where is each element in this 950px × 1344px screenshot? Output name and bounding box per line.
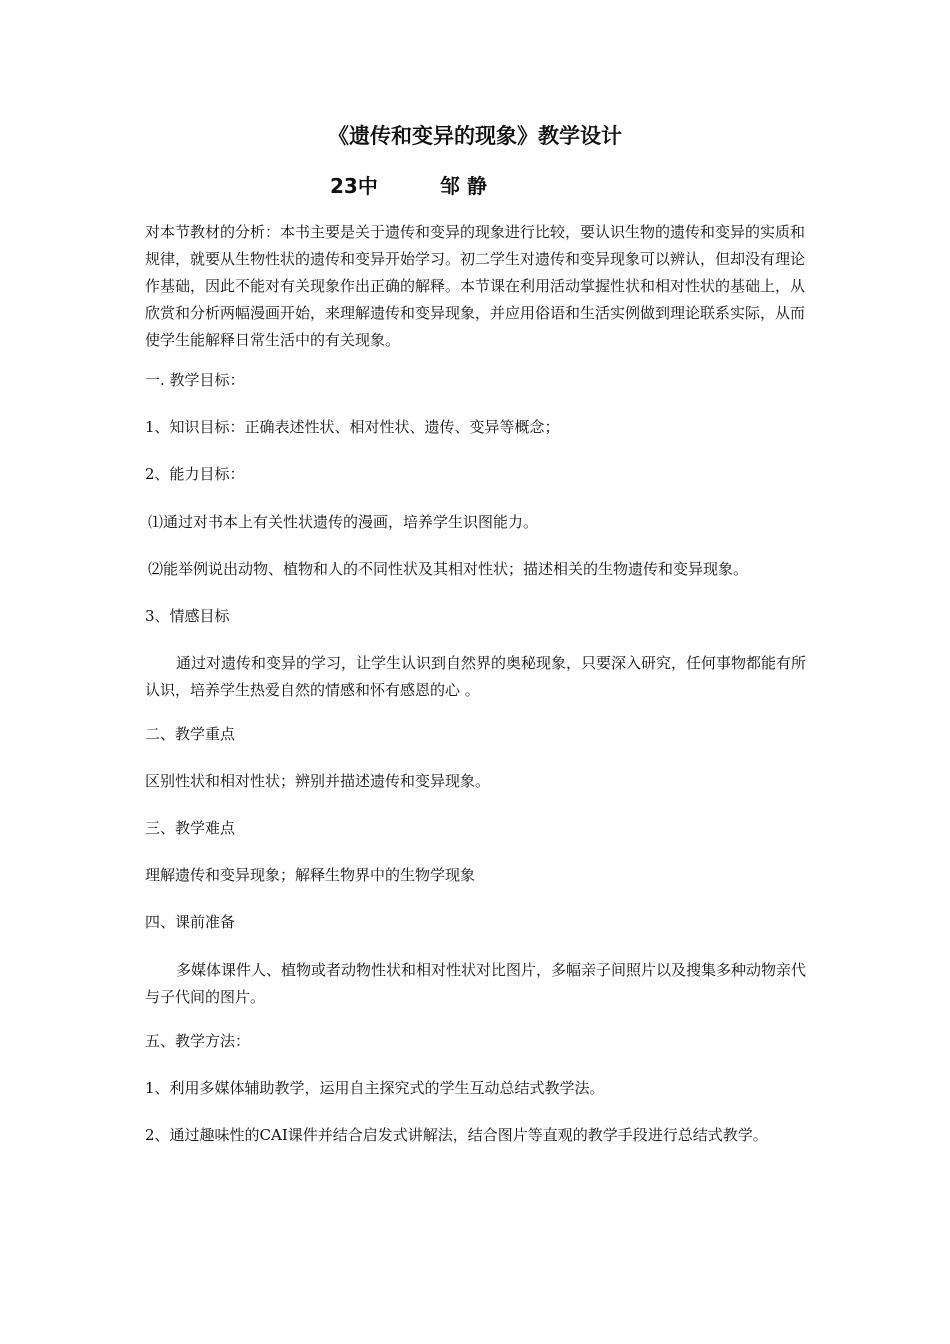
- analysis-paragraph: 对本节教材的分析：本书主要是关于遗传和变异的现象进行比较，要认识生物的遗传和变异的实质和规律，就要从生物性状的遗传和变异开始学习。初二学生对遗传和变异现象可以辨认，但却没有理论作基础，因此不能对有关现象作出正确的解释。本节课在利用活动掌握性状和相对性状的基础上，从欣赏和分析两幅漫画开始，来理解遗传和变异现象，并应用俗语和生活实例做到理论联系实际，从而使学生能解释日常生活中的有关现象。: [145, 223, 806, 349]
- difficulties-text: 理解遗传和变异现象；解释生物界中的生物学现象: [145, 866, 476, 884]
- knowledge-goal: 1、知识目标：正确表述性状、相对性状、遗传、变异等概念；: [145, 418, 560, 436]
- ability-goal-2: ⑵能举例说出动物、植物和人的不同性状及其相对性状；描述相关的生物遗传和变异现象。: [148, 560, 749, 578]
- goals-heading: 一. 教学目标：: [145, 371, 245, 389]
- document-title: 《遗传和变异的现象》教学设计: [328, 124, 622, 148]
- method-item-1: 1、利用多媒体辅助教学，运用自主探究式的学生互动总结式教学法。: [145, 1079, 605, 1097]
- emotion-goal-heading: 3、情感目标: [145, 607, 230, 625]
- method-item-2: 2、通过趣味性的CAI课件并结合启发式讲解法，结合图片等直观的教学手段进行总结式教学。: [145, 1126, 768, 1144]
- methods-heading: 五、教学方法：: [145, 1032, 251, 1050]
- author-school: 23中: [330, 174, 378, 198]
- difficulties-heading: 三、教学难点: [145, 819, 236, 837]
- emotion-goal-text: 通过对遗传和变异的学习，让学生认识到自然界的奥秘现象，只要深入研究，任何事物都能有所认识，培养学生热爱自然的情感和怀有感恩的心 。: [145, 654, 807, 699]
- author-line: [330, 170, 487, 199]
- ability-goal-1: ⑴通过对书本上有关性状遗传的漫画，培养学生识图能力。: [148, 513, 539, 531]
- key-points-text: 区别性状和相对性状；辨别并描述遗传和变异现象。: [145, 772, 491, 790]
- author-name: 邹 静: [440, 174, 487, 198]
- preparation-heading: 四、课前准备: [145, 913, 236, 931]
- ability-goal-heading: 2、能力目标：: [145, 465, 245, 483]
- preparation-text: 多媒体课件人、植物或者动物性状和相对性状对比图片，多幅亲子间照片以及搜集多种动物亲代与子代间的图片。: [145, 961, 807, 1006]
- key-points-heading: 二、教学重点: [145, 725, 236, 743]
